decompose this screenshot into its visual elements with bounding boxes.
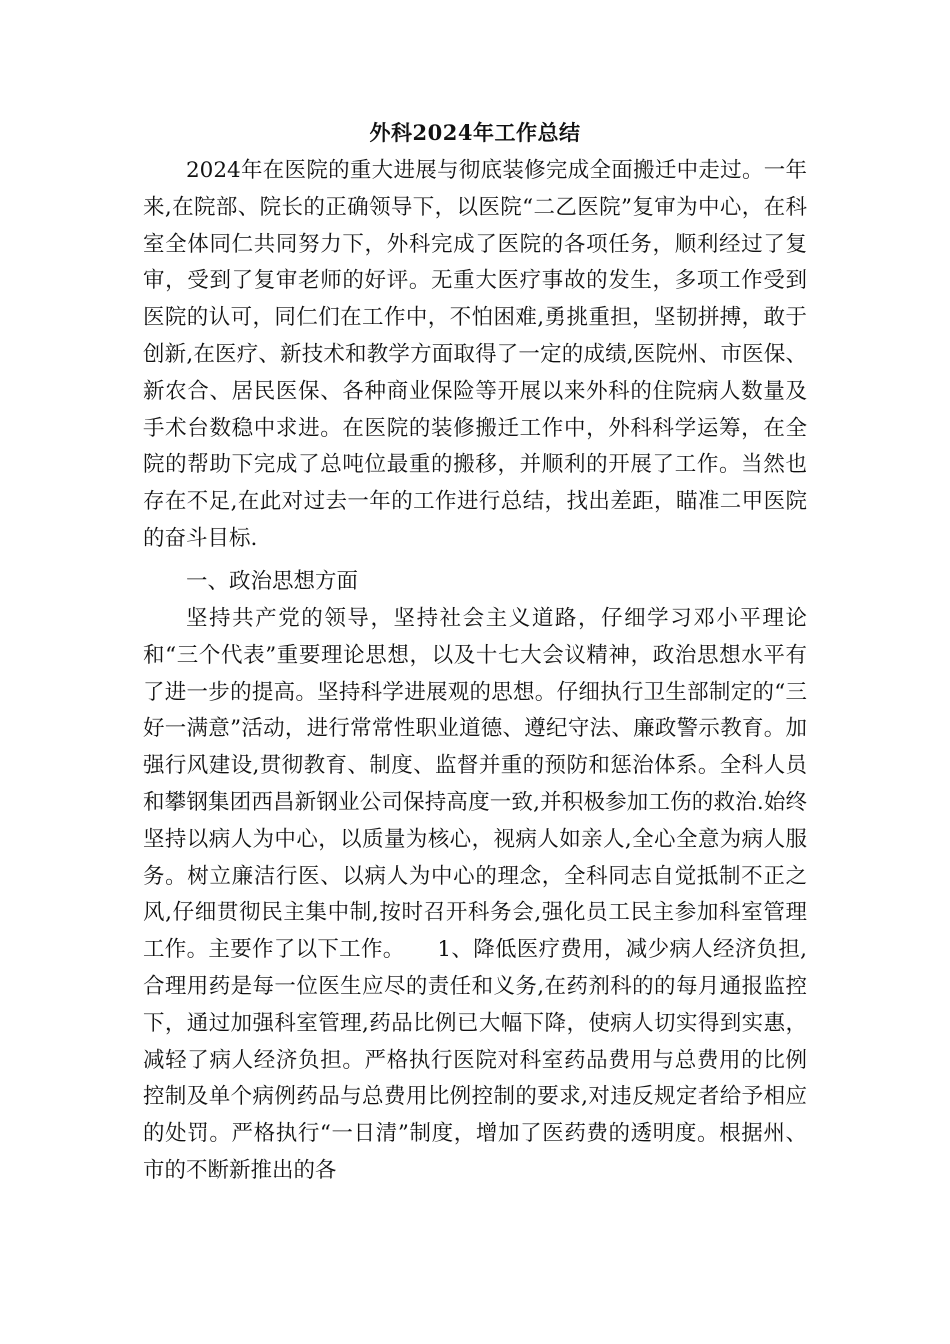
paragraph-politics: 坚持共产党的领导，坚持社会主义道路，仔细学习邓小平理论和“三个代表”重要理论思想，以及十七大会议精神，政治思想水平有了进一步的提高。坚持科学进展观的思想。仔细执行卫生部制定的“三好一满意”活动，进行常常性职业道德、遵纪守法、廉政警示教育。加强行风建设,贯彻教育、制度、监督并重的预防和惩治体系。全科人员和攀钢集团西昌新钢业公司保持高度一致,并积极参加工伤的救治.始终坚持以病人为中心，以质量为核心，视病人如亲人,全心全意为病人服务。树立廉洁行医、以病人为中心的理念，全科同志自觉抵制不正之风,仔细贯彻民主集中制,按时召开科务会,强化员工民主参加科室管理工作。主要作了以下工作。 1、降低医疗费用，减少病人经济负担,合理用药是每一位医生应尽的责任和义务,在药剂科的的每月通报监控下，通过加强科室管理,药品比例已大幅下降，使病人切实得到实惠，减轻了病人经济负担。严格执行医院对科室药品费用与总费用的比例控制及单个病例药品与总费用比例控制的要求,对违反规定者给予相应的处罚。严格执行“一日清”制度，增加了医药费的透明度。根据州、市的不断新推出的各 xyxy=(143,606,807,1183)
section-heading-politics: 一、政治思想方面 xyxy=(186,569,359,594)
paragraph-intro: 2024年在医院的重大进展与彻底装修完成全面搬迁中走过。一年来,在院部、院长的正确领导下，以医院“二乙医院”复审为中心，在科室全体同仁共同努力下，外科完成了医院的各项任务，顺利经过了复审，受到了复审老师的好评。无重大医疗事故的发生，多项工作受到医院的认可，同仁们在工作中，不怕困难,勇挑重担，坚韧拼搏，敢于创新,在医疗、新技术和教学方面取得了一定的成绩,医院州、市医保、新农合、居民医保、各种商业保险等开展以来外科的住院病人数量及手术台数稳中求进。在医院的装修搬迁工作中，外科科学运筹，在全院的帮助下完成了总吨位最重的搬移，并顺利的开展了工作。当然也存在不足,在此对过去一年的工作进行总结，找出差距，瞄准二甲医院的奋斗目标. xyxy=(143,158,807,551)
document-title: 外科2024年工作总结 xyxy=(369,120,581,145)
